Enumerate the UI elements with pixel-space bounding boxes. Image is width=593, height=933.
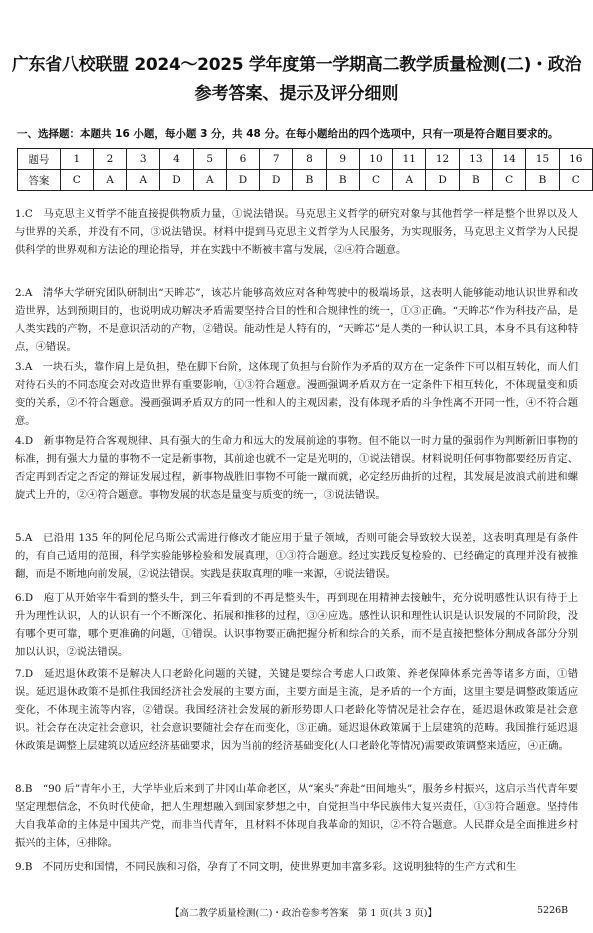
question-number-cell: 1 <box>60 149 93 170</box>
question-number-cell: 2 <box>93 149 126 170</box>
question-number-cell: 16 <box>559 149 592 170</box>
question-number-cell: 6 <box>226 149 259 170</box>
question-number-cell: 8 <box>293 149 326 170</box>
question-number-cell: 7 <box>260 149 293 170</box>
explanation-1: 1.C 马克思主义哲学不能直接提供物质力量，①说法错误。马克思主义哲学的研究对象与其他哲学一样是整个世界以及人与世界的关系，并没有不同，③说法错误。材料中提到马克思主义哲学为人民服务，为实现服务，马克思主义哲学为人民提供科学的世界观和方法论的理论指导，并在实践中不断被丰富与发展，②④符合题意。 <box>15 208 578 256</box>
document-subtitle: 参考答案、提示及评分细则 <box>194 84 399 104</box>
question-number-cell: 11 <box>393 149 426 170</box>
explanation-4: 4.D 新事物是符合客观规律、具有强大的生命力和远大的发展前途的事物。但不能以一时力量的强弱作为判断新旧事物的标准，拥有强大力量的事物不一定是新事物，其前途也就不一定是光明的，①说法错误。材料说明任何事物都要经历肯定、否定再到否定之否定的辩证发展过程，新事物战胜旧事物不可能一蹴而就，必定经历曲折的过程，其发展是波浪式前进和螺旋式上升的，②④符合题意。事物发展的状态是量变与质变的统一，③说法错误。 <box>15 435 578 501</box>
explanation-7: 7.D 延迟退休政策不是解决人口老龄化问题的关键，关键是要综合考虑人口政策、养老保障体系完善等诸多方面，①错误。延迟退休政策不是抓住我国经济社会发展的主要方面，主要方面是主流，是矛盾的一个方面，这里主要是调整政策适应变化，不体现主流等内容，②错误。我国经济社会发展的新形势即人口老龄化等情况是社会存在，延迟退休政策是社会意识。社会存在决定社会意识，社会意识要随社会存在而变化，③正确。延迟退休政策属于上层建筑的范畴。我国推行延迟退休政策是调整上层建筑以适应经济基础要求，因为当前的经济基础变化(人口老龄化等情况)需要政策调整来适应，④正确。 <box>15 668 578 752</box>
footer-page-info: 【高二教学质量检测(二)・政治卷参考答案 第 1 页(共 3 页)】 <box>170 908 437 919</box>
row-label-answer: 答案 <box>18 170 61 191</box>
answer-cell: D <box>226 170 259 191</box>
answer-table-number-row <box>18 149 593 170</box>
answer-cell: B <box>293 170 326 191</box>
answer-table-answer-row <box>18 170 593 191</box>
explanation-9: 9.B 不同历史和国情，不同民族和习俗，孕育了不同文明，使世界更加丰富多彩。这说明独特的生产方式和生 <box>15 861 517 873</box>
answer-cell: C <box>359 170 392 191</box>
answer-cell: D <box>426 170 459 191</box>
question-number-cell: 14 <box>493 149 526 170</box>
explanation-6: 6.D 庖丁从开始宰牛看到的整头牛，到三年看到的不再是整头牛，再到现在用精神去接触牛，充分说明感性认识有待于上升为理性认识，人的认识有一个不断深化、拓展和推移的过程，③④应选。感性认识和理性认识是认识发展的不同阶段，没有哪个更可靠，哪个更准确的问题，①错误。认识事物要正确把握分析和综合的关系，而不是直接把整体分割成各部分分别加以认识，②说法错误。 <box>15 592 578 658</box>
answer-cell: A <box>127 170 160 191</box>
explanation-2: 2.A 清华大学研究团队研制出“天眸芯”，该芯片能够高效应对各种驾驶中的极端场景，这表明人能够能动地认识世界和改造世界，达到预期目的，也说明成功解决矛盾需要坚持合目的性和合规律性的统一，①③正确。“天眸芯”作为科技产品，是人类实践的产物，不是意识活动的产物，②错误。能动性是人特有的，“天眸芯”是人类的一种认识工具，本身不具有这种特点，④错误。 <box>15 287 578 353</box>
row-label-question: 题号 <box>18 149 61 170</box>
document-title: 广东省八校联盟 2024～2025 学年度第一学期高二教学质量检测(二)・政治 <box>11 55 582 75</box>
question-number-cell: 12 <box>426 149 459 170</box>
question-number-cell: 9 <box>326 149 359 170</box>
question-number-cell: 5 <box>193 149 226 170</box>
answer-cell: A <box>193 170 226 191</box>
answer-table <box>17 148 593 191</box>
answer-cell: C <box>493 170 526 191</box>
answer-cell: B <box>526 170 559 191</box>
answer-cell: D <box>260 170 293 191</box>
section-heading: 一、选择题：本题共 16 小题，每小题 3 分，共 48 分。在每小题给出的四个选项中，只有一项是符合题目要求的。 <box>17 128 559 140</box>
question-number-cell: 4 <box>160 149 193 170</box>
question-number-cell: 3 <box>127 149 160 170</box>
question-number-cell: 13 <box>459 149 492 170</box>
explanation-3: 3.A 一块石头，靠作肩上是负担，垫在脚下台阶，这体现了负担与台阶作为矛盾的双方在一定条件下可以相互转化，而人们对待石头的不同态度会对改造世界有重要影响，①③符合题意。漫画强调矛盾双方在一定条件下相互转化，不体现量变和质变的关系，②不符合题意。漫画强调矛盾双方的同一性和人的主观因素，没有体现矛盾的斗争性离不开同一性，④不符合题意。 <box>15 361 578 427</box>
answer-cell: B <box>326 170 359 191</box>
question-number-cell: 10 <box>359 149 392 170</box>
answer-cell: C <box>559 170 592 191</box>
explanation-5: 5.A 已沿用 135 年的阿伦尼乌斯公式需进行修改才能应用于量子领域，否则可能会导致较大误差，这表明真理是有条件的，有自己适用的范围，科学实验能够检验和发展真理，①③符合题意。经过实践反复检验的、已经确定的真理并没有被推翻，而是不断地向前发展，②说法错误。实践是获取真理的唯一来源，④说法错误。 <box>15 532 578 580</box>
answer-cell: D <box>160 170 193 191</box>
answer-cell: B <box>459 170 492 191</box>
footer-code: 5226B <box>537 905 569 916</box>
answer-cell: A <box>393 170 426 191</box>
question-number-cell: 15 <box>526 149 559 170</box>
explanation-8: 8.B “90 后”青年小王，大学毕业后来到了井冈山革命老区，从“案头”奔赴“田间地头”，服务乡村振兴，这启示当代青年要坚定理想信念，不负时代使命，把人生理想融入到国家梦想之中，自觉担当中华民族伟大复兴责任，①③符合题意。坚持伟大自我革命的主体是中国共产党，而非当代青年，且材料不体现自我革命的知识，②不符合题意。人民群众是全面推进乡村振兴的主体，④排除。 <box>15 783 578 849</box>
answer-cell: A <box>93 170 126 191</box>
answer-cell: C <box>60 170 93 191</box>
